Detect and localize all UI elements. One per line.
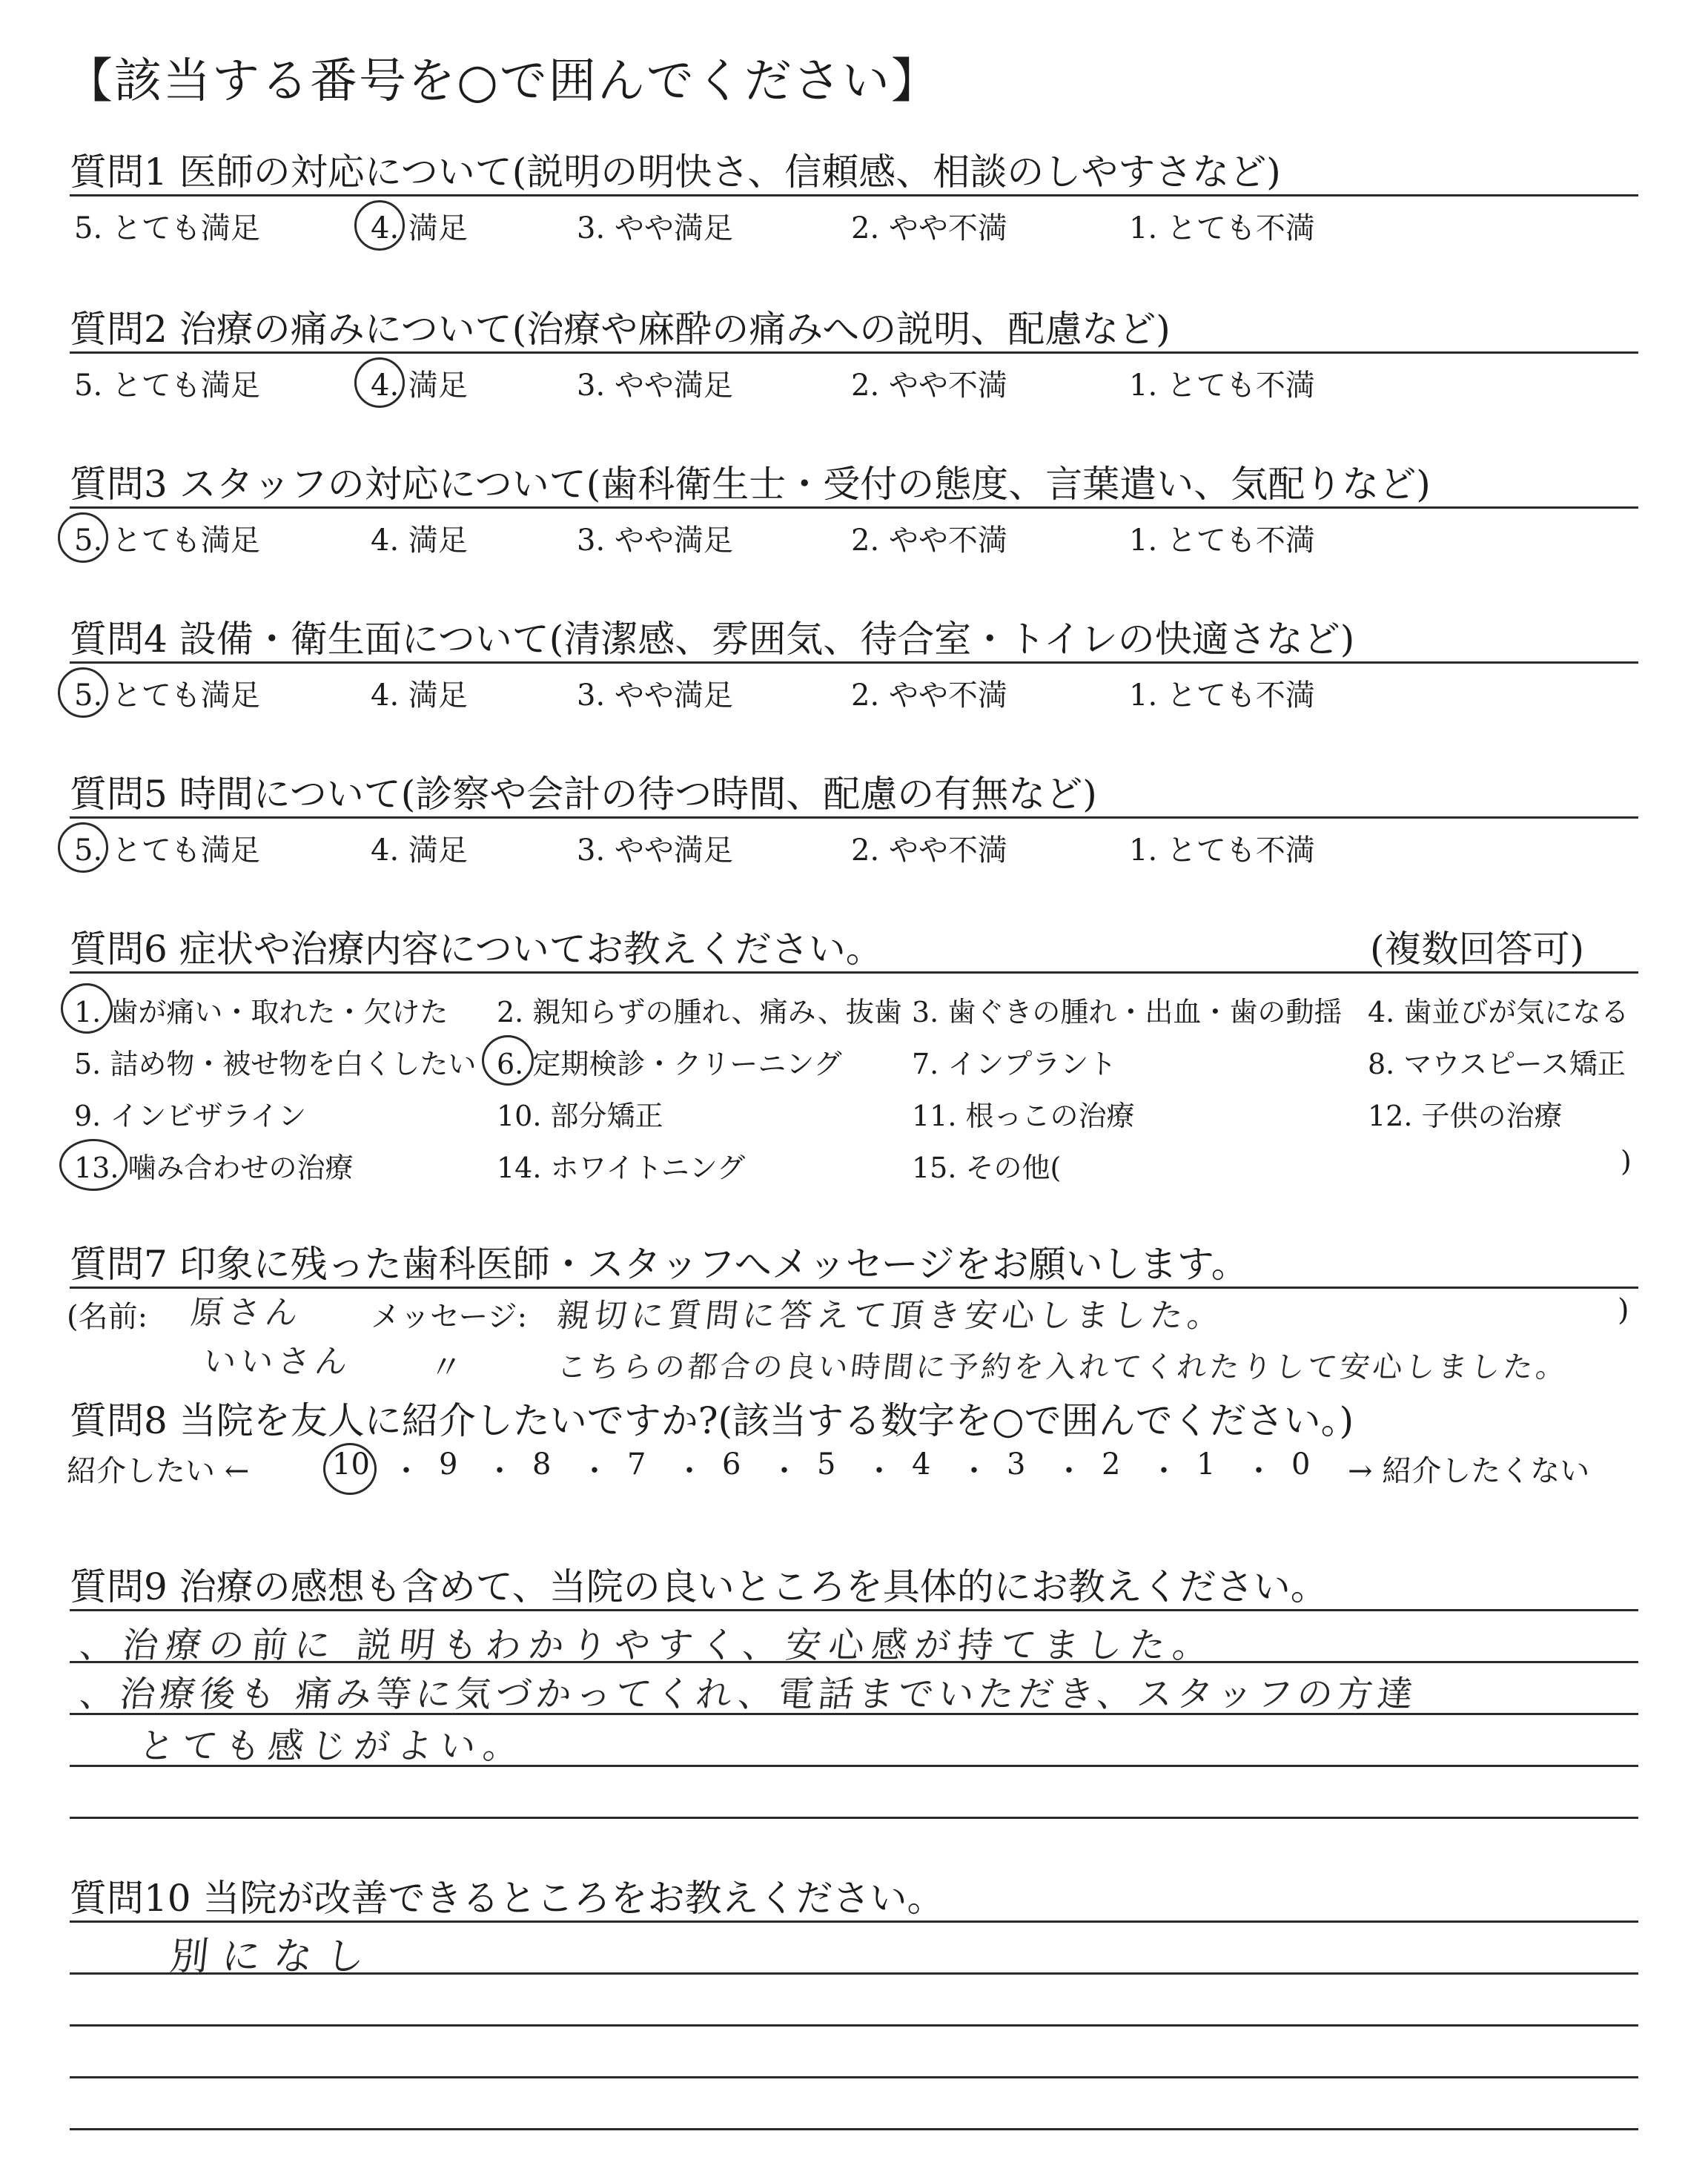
q3-option-4[interactable]: 4. 満足	[371, 524, 468, 558]
q8-selected-circle	[323, 1443, 377, 1495]
question-7-title: 質問7 印象に残った歯科医師・スタッフへメッセージをお願いします。	[70, 1243, 1248, 1286]
q8-scale-9[interactable]: 9	[439, 1447, 458, 1482]
q8-scale-2[interactable]: 2	[1102, 1447, 1121, 1482]
q4-option-4[interactable]: 4. 満足	[371, 678, 468, 713]
q8-left-label: 紹介したい ←	[67, 1454, 250, 1488]
q6-option-9[interactable]: 9. インビザライン	[74, 1100, 307, 1132]
q5-option-1[interactable]: 1. とても不満	[1129, 833, 1315, 868]
q8-scale-4[interactable]: 4	[912, 1447, 931, 1482]
q7-close-paren: )	[1618, 1293, 1629, 1327]
q6-option-15-close: )	[1621, 1145, 1632, 1178]
q8-dot: ・	[959, 1454, 989, 1488]
q6-option-8[interactable]: 8. マウスピース矯正	[1368, 1048, 1626, 1080]
q6-option-15[interactable]: 15. その他(	[912, 1152, 1062, 1184]
q10-line-5	[70, 2128, 1638, 2130]
question-6-rule	[70, 971, 1638, 974]
question-4-title: 質問4 設備・衛生面について(清潔感、雰囲気、待合室・トイレの快適さなど)	[70, 618, 1355, 661]
question-5-rule	[70, 816, 1638, 819]
q7-name-label: (名前:	[67, 1300, 148, 1334]
q7-entry-2-ditto: 〃	[427, 1349, 469, 1387]
question-3-rule	[70, 506, 1638, 509]
question-9-title: 質問9 治療の感想も含めて、当院の良いところを具体的にお教えください。	[70, 1565, 1328, 1608]
q8-dot: ・	[1149, 1454, 1179, 1488]
page-title: 【該当する番号を○で囲んでください】	[65, 54, 940, 109]
q6-option-4[interactable]: 4. 歯並びが気になる	[1368, 996, 1629, 1028]
q10-line-4	[70, 2076, 1638, 2078]
q3-option-1[interactable]: 1. とても不満	[1129, 524, 1315, 558]
question-1-rule	[70, 194, 1638, 196]
q10-line-1	[70, 1920, 1638, 1923]
q5-option-2[interactable]: 2. やや不満	[851, 833, 1007, 868]
q8-dot: ・	[1054, 1454, 1084, 1488]
q6-option-5[interactable]: 5. 詰め物・被せ物を白くしたい	[74, 1048, 477, 1080]
q8-dot: ・	[675, 1454, 704, 1488]
question-5-title: 質問5 時間について(診察や会計の待つ時間、配慮の有無など)	[70, 773, 1097, 816]
q4-selected-circle	[58, 667, 108, 718]
q8-scale-10[interactable]: 10	[332, 1447, 370, 1482]
q8-dot: ・	[580, 1454, 609, 1488]
q6-option-13[interactable]: 13. 噛み合わせの治療	[74, 1152, 354, 1184]
q1-option-3[interactable]: 3. やや満足	[577, 211, 733, 245]
q1-option-5[interactable]: 5. とても満足	[74, 211, 260, 245]
q4-option-2[interactable]: 2. やや不満	[851, 678, 1007, 713]
question-6-title: 質問6 症状や治療内容についてお教えください。	[70, 928, 883, 971]
q6-selected-circle-1	[61, 983, 113, 1034]
q8-dot: ・	[864, 1454, 894, 1488]
q6-selected-circle-6	[482, 1035, 534, 1086]
q6-option-7[interactable]: 7. インプラント	[912, 1048, 1117, 1080]
q1-option-1[interactable]: 1. とても不満	[1129, 211, 1315, 245]
question-1-title: 質問1 医師の対応について(説明の明快さ、信頼感、相談のしやすさなど)	[70, 151, 1281, 194]
q8-dot: ・	[485, 1454, 514, 1488]
q8-scale-7[interactable]: 7	[627, 1447, 646, 1482]
q2-option-5[interactable]: 5. とても満足	[74, 369, 260, 403]
q8-right-label: → 紹介したくない	[1348, 1454, 1590, 1488]
q6-option-11[interactable]: 11. 根っこの治療	[912, 1100, 1135, 1132]
q6-option-6[interactable]: 6. 定期検診・クリーニング	[497, 1048, 842, 1080]
q6-selected-circle-13	[59, 1139, 128, 1191]
q5-selected-circle	[58, 822, 108, 873]
q9-answer-line-1[interactable]: 、治療の前に 説明もわかりやすく、安心感が持てました。	[77, 1625, 1218, 1666]
q1-option-2[interactable]: 2. やや不満	[851, 211, 1007, 245]
q10-line-3	[70, 2024, 1638, 2027]
q9-answer-line-3[interactable]: とても感じがよい。	[136, 1725, 529, 1767]
q6-option-3[interactable]: 3. 歯ぐきの腫れ・出血・歯の動揺	[912, 996, 1343, 1028]
q5-option-3[interactable]: 3. やや満足	[577, 833, 733, 868]
q8-scale-0[interactable]: 0	[1291, 1447, 1311, 1482]
q5-option-5[interactable]: 5. とても満足	[74, 833, 260, 868]
q6-option-1[interactable]: 1. 歯が痛い・取れた・欠けた	[74, 996, 448, 1028]
question-4-rule	[70, 661, 1638, 664]
q8-scale-8[interactable]: 8	[532, 1447, 552, 1482]
q7-message-label: メッセージ:	[371, 1300, 528, 1334]
question-3-title: 質問3 スタッフの対応について(歯科衛生士・受付の態度、言葉遣い、気配りなど)	[70, 463, 1431, 506]
q4-option-1[interactable]: 1. とても不満	[1129, 678, 1315, 713]
q7-entry-1-name[interactable]: 原さん	[188, 1294, 305, 1332]
q8-scale-3[interactable]: 3	[1007, 1447, 1026, 1482]
q9-answer-line-2[interactable]: 、治療後も 痛み等に気づかってくれ、電話までいただき、スタッフの方達	[77, 1674, 1420, 1715]
question-6-note: (複数回答可)	[1370, 928, 1585, 971]
q8-scale-1[interactable]: 1	[1196, 1447, 1216, 1482]
q6-option-12[interactable]: 12. 子供の治療	[1368, 1100, 1563, 1132]
q7-entry-1-message[interactable]: 親切に質問に答えて頂き安心しました。	[555, 1297, 1227, 1335]
q9-line-5	[70, 1817, 1638, 1819]
q5-option-4[interactable]: 4. 満足	[371, 833, 468, 868]
question-2-title: 質問2 治療の痛みについて(治療や麻酔の痛みへの説明、配慮など)	[70, 308, 1171, 351]
q6-option-14[interactable]: 14. ホワイトニング	[497, 1152, 746, 1184]
question-8-title: 質問8 当院を友人に紹介したいですか?(該当する数字を○で囲んでください。)	[70, 1399, 1354, 1442]
q3-option-5[interactable]: 5. とても満足	[74, 524, 260, 558]
q2-selected-circle	[354, 357, 405, 408]
q2-option-1[interactable]: 1. とても不満	[1129, 369, 1315, 403]
q2-option-2[interactable]: 2. やや不満	[851, 369, 1007, 403]
q3-selected-circle	[58, 512, 108, 563]
q6-option-10[interactable]: 10. 部分矯正	[497, 1100, 663, 1132]
q8-scale-6[interactable]: 6	[722, 1447, 741, 1482]
q4-option-5[interactable]: 5. とても満足	[74, 678, 260, 713]
q2-option-4[interactable]: 4. 満足	[371, 369, 468, 403]
q9-line-1	[70, 1609, 1638, 1611]
q3-option-3[interactable]: 3. やや満足	[577, 524, 733, 558]
q6-option-2[interactable]: 2. 親知らずの腫れ、痛み、抜歯	[497, 996, 902, 1028]
q7-entry-2-message[interactable]: こちらの都合の良い時間に予約を入れてくれたりして安心しました。	[555, 1350, 1571, 1384]
q8-scale-5[interactable]: 5	[817, 1447, 836, 1482]
q8-dot: ・	[769, 1454, 799, 1488]
q2-option-3[interactable]: 3. やや満足	[577, 369, 733, 403]
q3-option-2[interactable]: 2. やや不満	[851, 524, 1007, 558]
q1-selected-circle	[354, 200, 405, 251]
q1-option-4[interactable]: 4. 満足	[371, 211, 468, 245]
q8-dot: ・	[1244, 1454, 1274, 1488]
q8-dot: ・	[391, 1454, 421, 1488]
q10-answer-line-1[interactable]: 別になし	[168, 1935, 380, 1979]
question-10-title: 質問10 当院が改善できるところをお教えください。	[70, 1877, 944, 1920]
q7-entry-2-name[interactable]: いいさん	[201, 1343, 354, 1381]
q4-option-3[interactable]: 3. やや満足	[577, 678, 733, 713]
question-2-rule	[70, 351, 1638, 354]
